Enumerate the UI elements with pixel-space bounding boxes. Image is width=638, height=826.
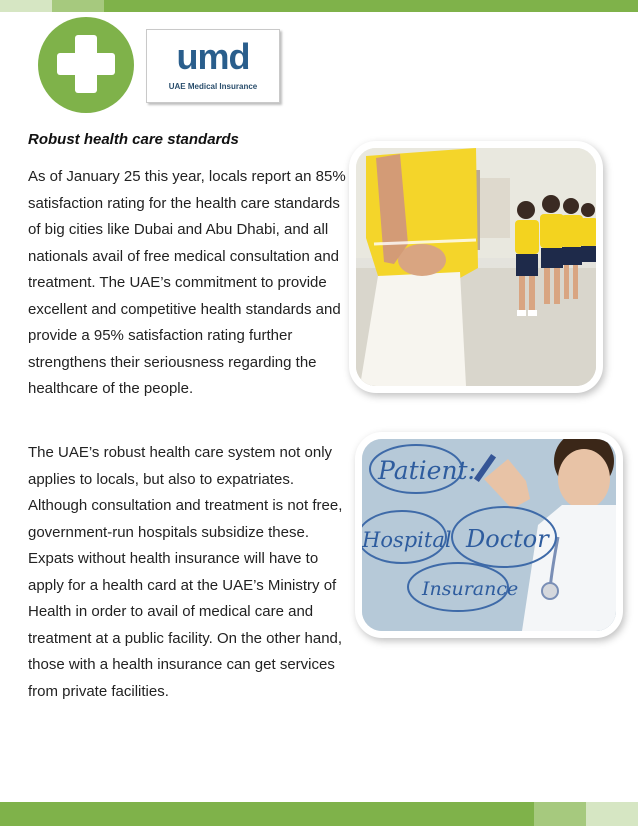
photo-doctor-insurance: [362, 439, 616, 631]
patient-word: Patient:: [378, 456, 477, 485]
hospital-word: Hospital: [362, 528, 452, 552]
article-paragraph-2: The UAE’s robust health care system not only applies to locals, but also to expatriates. Although consultation and treatment is not free, government-run hospitals subsidize these. Expats without health insurance will have to apply for a health card at the UAE’s Ministry of Health in order to avail of medical care and treatment at a public facility. On the other hand, those with a health insurance can get services from private facilities.: [28, 444, 343, 700]
article-heading: Robust health care standards: [28, 131, 239, 148]
bottom-stripe: [0, 802, 638, 826]
umd-logo: [146, 29, 280, 103]
top-stripe: [0, 0, 638, 12]
plus-icon: [38, 17, 134, 113]
insurance-word: Insurance: [422, 578, 519, 600]
logo-subtitle: UAE Medical Insurance: [168, 82, 258, 91]
article-paragraph-1: As of January 25 this year, locals report an 85% satisfaction rating for the health care standards of big cities like Dubai and Abu Dhabi, and all nationals avail of free medical consultation and treatment. The UAE’s commitment to provide excellent and competitive health standards and provide a 95% satisfaction rating further strengthens their seriousness regarding the healthcare of the people.: [28, 168, 346, 397]
photo-children-weight: [356, 148, 596, 386]
logo-text: umd: [176, 36, 250, 77]
doctor-word: Doctor: [466, 525, 549, 553]
